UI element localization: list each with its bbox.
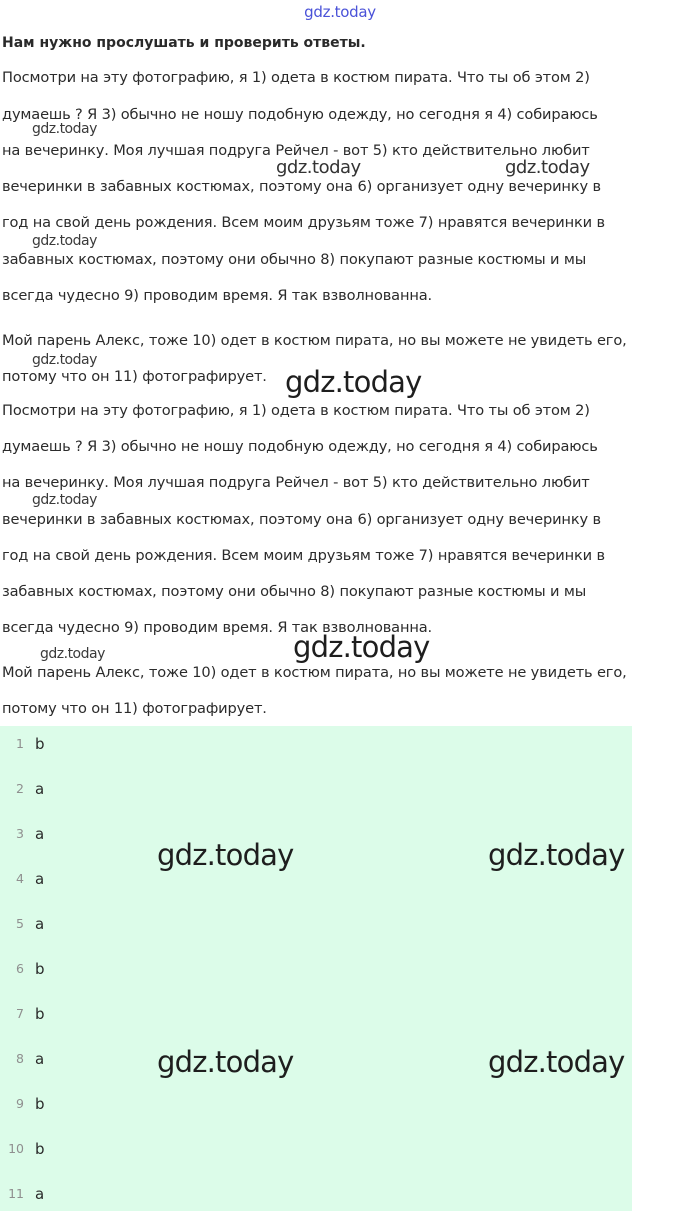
task-heading: Нам нужно прослушать и проверить ответы. xyxy=(2,35,366,51)
passage-line: всегда чудесно 9) проводим время. Я так взволнованна. xyxy=(2,287,433,304)
watermark: gdz.today xyxy=(505,157,590,178)
passage-line: вечеринки в забавных костюмах, поэтому она 6) организует одну вечеринку в xyxy=(2,511,601,528)
watermark: gdz.today xyxy=(157,838,294,872)
answer-number: 11 xyxy=(8,1186,24,1201)
passage-line: Мой парень Алекс, тоже 10) одет в костюм пирата, но вы можете не увидеть его, xyxy=(2,332,627,349)
watermark: gdz.today xyxy=(488,838,625,872)
answer-value: b xyxy=(35,1005,45,1023)
answers-panel xyxy=(0,726,632,1211)
passage-line: вечеринки в забавных костюмах, поэтому она 6) организует одну вечеринку в xyxy=(2,178,601,195)
answer-value: a xyxy=(35,1050,45,1068)
passage-line: Мой парень Алекс, тоже 10) одет в костюм пирата, но вы можете не увидеть его, xyxy=(2,664,627,681)
answer-number: 7 xyxy=(16,1006,24,1021)
answer-number: 2 xyxy=(16,781,24,796)
passage-line: на вечеринку. Моя лучшая подруга Рейчел - вот 5) кто действительно любит xyxy=(2,474,590,491)
answer-number: 6 xyxy=(16,961,24,976)
answer-value: a xyxy=(35,870,45,888)
answer-value: a xyxy=(35,825,45,843)
answer-number: 4 xyxy=(16,871,24,886)
watermark: gdz.today xyxy=(276,157,361,178)
passage-line: Посмотри на эту фотографию, я 1) одета в костюм пирата. Что ты об этом 2) xyxy=(2,69,590,86)
passage-line: думаешь ? Я 3) обычно не ношу подобную одежду, но сегодня я 4) собираюсь xyxy=(2,106,598,123)
answer-value: a xyxy=(35,1185,45,1203)
watermark: gdz.today xyxy=(40,646,105,662)
answer-value: b xyxy=(35,960,45,978)
answer-number: 9 xyxy=(16,1096,24,1111)
passage-line: забавных костюмах, поэтому они обычно 8) покупают разные костюмы и мы xyxy=(2,251,587,268)
answer-number: 1 xyxy=(16,736,24,751)
answer-number: 8 xyxy=(16,1051,24,1066)
passage-line: год на свой день рождения. Всем моим друзьям тоже 7) нравятся вечеринки в xyxy=(2,214,605,231)
site-logo[interactable]: gdz.today xyxy=(304,3,376,21)
watermark: gdz.today xyxy=(157,1045,294,1079)
passage-line: забавных костюмах, поэтому они обычно 8) покупают разные костюмы и мы xyxy=(2,583,587,600)
answer-number: 3 xyxy=(16,826,24,841)
watermark: gdz.today xyxy=(285,365,422,399)
watermark: gdz.today xyxy=(32,121,97,137)
passage-line: на вечеринку. Моя лучшая подруга Рейчел - вот 5) кто действительно любит xyxy=(2,142,590,159)
passage-line: думаешь ? Я 3) обычно не ношу подобную одежду, но сегодня я 4) собираюсь xyxy=(2,438,598,455)
watermark: gdz.today xyxy=(488,1045,625,1079)
answer-value: a xyxy=(35,915,45,933)
watermark: gdz.today xyxy=(293,630,430,664)
answer-value: b xyxy=(35,1140,45,1158)
watermark: gdz.today xyxy=(32,233,97,249)
passage-line: год на свой день рождения. Всем моим друзьям тоже 7) нравятся вечеринки в xyxy=(2,547,605,564)
passage-line: потому что он 11) фотографирует. xyxy=(2,700,267,717)
answer-number: 10 xyxy=(8,1141,24,1156)
passage-line: потому что он 11) фотографирует. xyxy=(2,368,267,385)
answer-value: b xyxy=(35,1095,45,1113)
passage-line: всегда чудесно 9) проводим время. Я так взволнованна. xyxy=(2,619,433,636)
watermark: gdz.today xyxy=(32,352,97,368)
passage-line: Посмотри на эту фотографию, я 1) одета в костюм пирата. Что ты об этом 2) xyxy=(2,402,590,419)
watermark: gdz.today xyxy=(32,492,97,508)
answer-number: 5 xyxy=(16,916,24,931)
answer-value: b xyxy=(35,735,45,753)
answer-value: a xyxy=(35,780,45,798)
